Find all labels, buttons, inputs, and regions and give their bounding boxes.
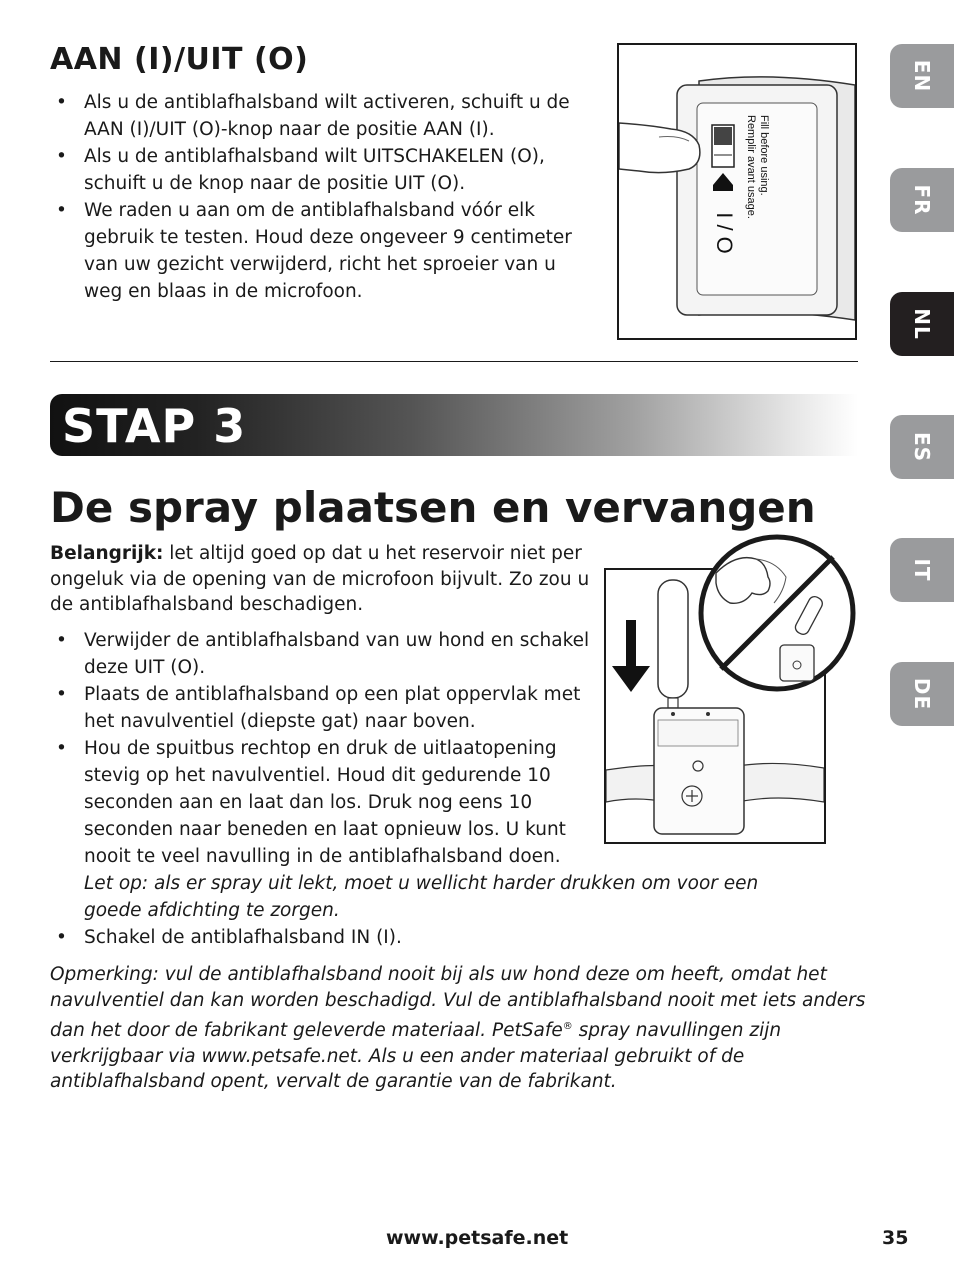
- spray-steps-list: [50, 627, 820, 951]
- important-paragraph: [50, 541, 600, 618]
- on-off-switch-illustration: [617, 43, 857, 340]
- leak-note: Let op: als er spray uit lekt, moet u wellicht harder drukken om voor een goede afdichting te zorgen.: [84, 873, 759, 921]
- list-item-text: • Hou de spuitbus rechtop en druk de uitlaatopening stevig op het navulventiel. Houd dit gedurende 10 seconden aan en laat dan los. Druk nog eens 10 seconden naar beneden en laat opnieuw los. U kunt nooit te veel navulling in de antiblafhalsband doen.: [84, 738, 566, 867]
- list-item: • Plaats de antiblafhalsband op een plat oppervlak met het navulventiel (diepste gat) naar boven.: [50, 681, 604, 735]
- language-tab-de[interactable]: DE: [890, 662, 954, 726]
- step-banner-title: STAP 3: [62, 399, 247, 453]
- language-tab-es[interactable]: ES: [890, 415, 954, 479]
- footer-url: www.petsafe.net: [386, 1227, 569, 1249]
- list-item: • Verwijder de antiblafhalsband van uw hond en schakel deze UIT (O).: [50, 627, 604, 681]
- language-tab-fr[interactable]: FR: [890, 168, 954, 232]
- section-divider: [50, 361, 858, 362]
- list-item: • Schakel de antiblafhalsband IN (I).: [50, 924, 604, 951]
- registered-mark: ®: [562, 1020, 573, 1032]
- remark-paragraph: [50, 962, 866, 1095]
- remark-text-2: spray navullingen zijn verkrijgbaar via www.petsafe.net. Als u een ander materiaal gebruikt of de antiblafhalsband opent, vervalt de garantie van de fabrikant.: [50, 1019, 782, 1093]
- important-label: Belangrijk:: [50, 543, 164, 564]
- language-tab-nl[interactable]: NL: [890, 292, 954, 356]
- list-item: [50, 735, 814, 924]
- language-tab-it[interactable]: IT: [890, 538, 954, 602]
- language-tab-en[interactable]: EN: [890, 44, 954, 108]
- fill-label-en: Fill before using.: [758, 115, 770, 196]
- important-text: let altijd goed op dat u het reservoir niet per ongeluk via de opening van de microfoon bijvult. Zo zou u de antiblafhalsband beschadigen.: [50, 543, 590, 615]
- list-item: • We raden u aan om de antiblafhalsband vóór elk gebruik te testen. Houd deze ongeveer 9 centimeter van uw gezicht verwijderd, richt het sproeier van u weg en blaas in de microfoon.: [50, 197, 590, 305]
- page-title: De spray plaatsen en vervangen: [50, 483, 816, 532]
- fill-label-fr: Remplir avant usage.: [745, 115, 757, 219]
- list-item: • Als u de antiblafhalsband wilt UITSCHAKELEN (O), schuift u de knop naar de positie UIT (O).: [50, 143, 590, 197]
- switch-symbol-label: I / O: [712, 212, 737, 254]
- remark-text-1: Opmerking: vul de antiblafhalsband nooit bij als uw hond deze om heeft, omdat het navulventiel dan kan worden beschadigd. Vul de antiblafhalsband nooit met iets anders dan het door de fabrikant geleverde materiaal. PetSafe: [50, 964, 866, 1041]
- list-item: • Als u de antiblafhalsband wilt activeren, schuift u de AAN (I)/UIT (O)-knop naar de positie AAN (I).: [50, 89, 590, 143]
- section-title-on-off: AAN (I)/UIT (O): [50, 42, 309, 77]
- on-off-bullet-list: [50, 89, 590, 305]
- page-number: 35: [882, 1227, 909, 1249]
